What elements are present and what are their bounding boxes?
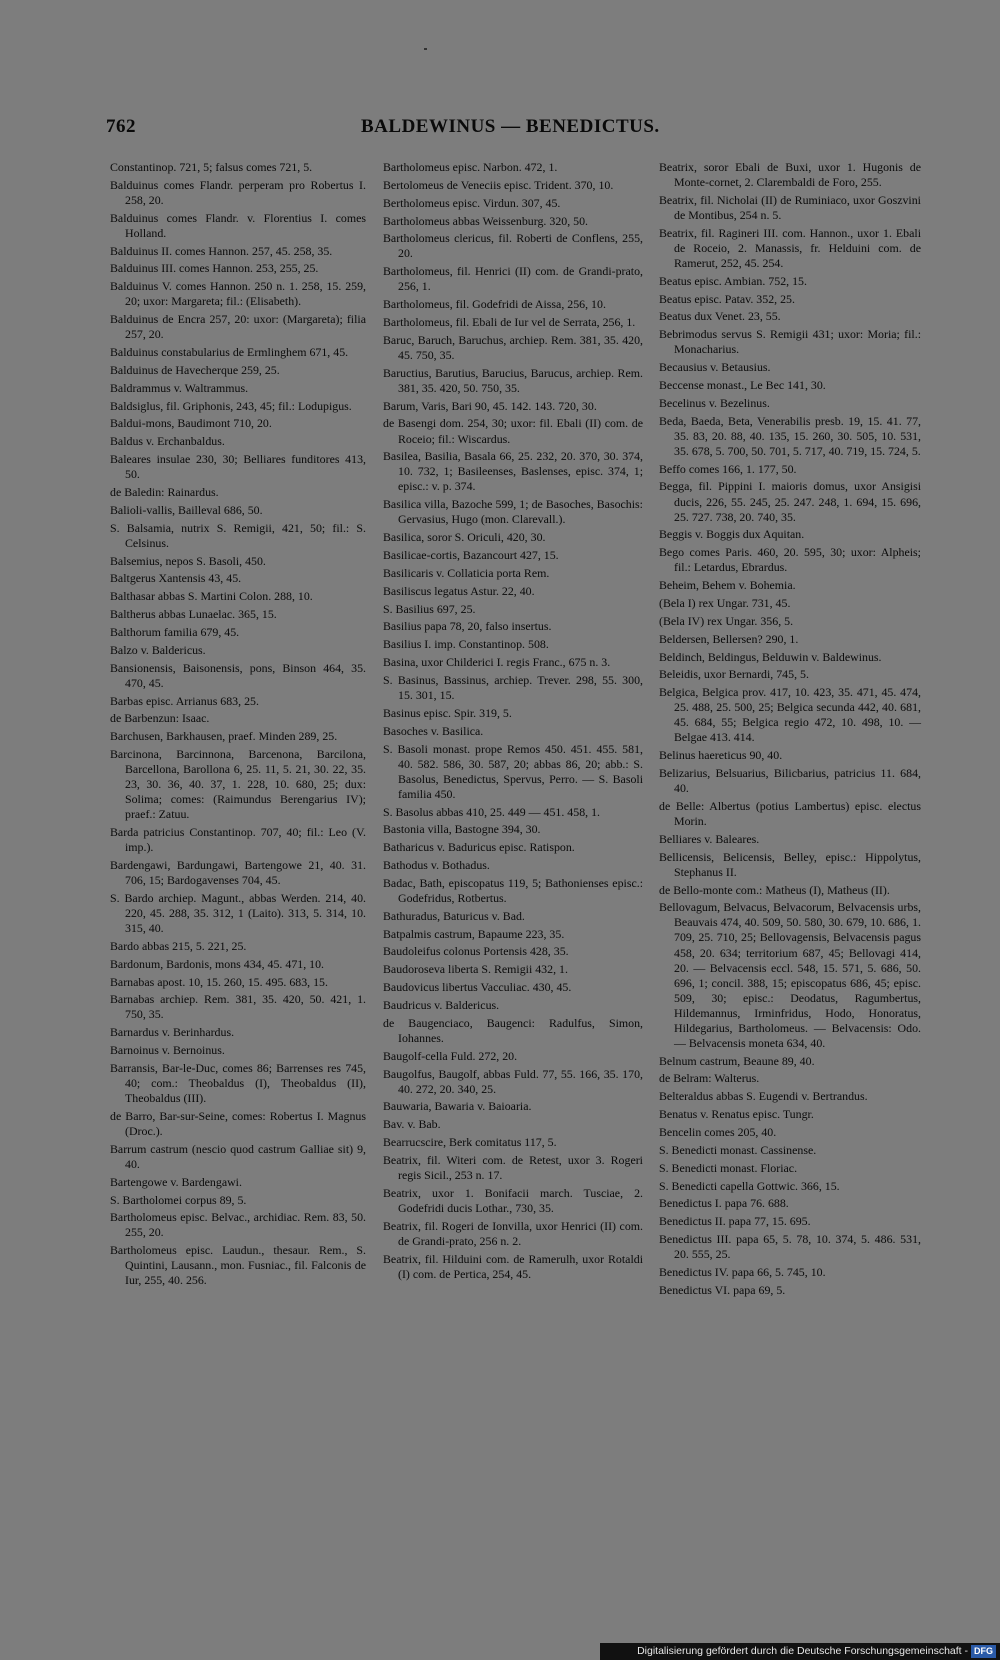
index-entry: de Barbenzun: Isaac. [110, 711, 210, 726]
index-entry: Bav. v. Bab. [383, 1117, 441, 1132]
index-entry: S. Benedicti capella Gottwic. 366, 15. [659, 1178, 840, 1193]
index-entry: Baldrammus v. Waltrammus. [110, 380, 249, 395]
index-entry: Becausius v. Betausius. [659, 360, 771, 375]
index-entry: Benedictus II. papa 77, 15. 695. [659, 1214, 811, 1229]
scan-speck [424, 48, 427, 50]
index-entry: Beatrix, fil. Hilduini com. de Ramerulh, uxor Rotaldi (I) com. de Pertica, 254, 45. [383, 1251, 643, 1281]
index-entry: Belizarius, Belsuarius, Bilicbarius, patricius 11. 684, 40. [659, 766, 921, 796]
index-entry: Bartholomeus, fil. Godefridi de Aissa, 256, 10. [383, 297, 606, 312]
index-entry: Benedictus III. papa 65, 5. 78, 10. 374, 5. 486. 531, 20. 555, 25. [659, 1232, 921, 1262]
index-entry: Basilicae-cortis, Bazancourt 427, 15. [383, 548, 559, 563]
index-entry: Balioli-vallis, Bailleval 686, 50. [110, 502, 263, 517]
page-header [106, 116, 666, 146]
index-entry: Beatrix, fil. Ragineri III. com. Hannon., uxor 1. Ebali de Roceio, 2. Manassis, fr. Helduini com. de Ramerut, 252, 45. 254. [659, 225, 921, 270]
index-entry: Baldsiglus, fil. Griphonis, 243, 45; fil.: Lodupigus. [110, 398, 352, 413]
index-entry: Belinus haereticus 90, 40. [659, 748, 783, 763]
index-entry: S. Benedicti monast. Floriac. [659, 1160, 798, 1175]
index-entry: (Bela I) rex Ungar. 731, 45. [659, 595, 791, 610]
index-entry: Becelinus v. Bezelinus. [659, 395, 770, 410]
index-entry: Baruc, Baruch, Baruchus, archiep. Rem. 381, 35. 420, 45. 750, 35. [383, 332, 643, 362]
index-entry: Baldui-mons, Baudimont 710, 20. [110, 416, 272, 431]
index-entry: Belnum castrum, Beaune 89, 40. [659, 1053, 815, 1068]
index-entry: Bartholomeus, fil. Ebali de Iur vel de Serrata, 256, 1. [383, 315, 636, 329]
index-column-2 [383, 160, 643, 1285]
index-entry: Baleares insulae 230, 30; Belliares funditores 413, 50. [110, 452, 366, 482]
index-entry: Bathodus v. Bothadus. [383, 858, 490, 873]
index-entry: Bartholomeus, fil. Henrici (II) com. de Grandi-prato, 256, 1. [383, 264, 643, 294]
index-entry: Constantinop. 721, 5; falsus comes 721, 5. [110, 160, 313, 174]
index-entry: Bertolomeus de Veneciis episc. Trident. 370, 10. [383, 177, 614, 192]
index-entry: Barransis, Bar-le-Duc, comes 86; Barrenses res 745, 40; com.: Theobaldus (I), Theobaldus (II), Theobaldus (III). [110, 1060, 366, 1106]
dfg-funding-footer [600, 1643, 1000, 1660]
index-entry: Begga, fil. Pippini I. maioris domus, uxor Ansigisi ducis, 226, 55. 245, 25. 247. 248, 1. 694, 15. 696, 25. 727. 738, 20. 740, 35. [659, 479, 921, 524]
index-entry: Baudovicus libertus Vacculiac. 430, 45. [383, 980, 572, 995]
index-entry: Bertholomeus episc. Virdun. 307, 45. [383, 195, 561, 210]
index-entry: Batharicus v. Baduricus episc. Ratispon. [383, 840, 575, 855]
index-entry: Bartengowe v. Bardengawi. [110, 1174, 242, 1189]
index-entry: Bastonia villa, Bastogne 394, 30. [383, 822, 541, 837]
index-entry: Barbas episc. Arrianus 683, 25. [110, 693, 259, 708]
index-entry: Basilius I. imp. Constantinop. 508. [383, 637, 549, 652]
index-entry: Badac, Bath, episcopatus 119, 5; Bathonienses episc.: Godefridus, Rotbertus. [383, 875, 643, 905]
index-entry: Beldersen, Bellersen? 290, 1. [659, 631, 799, 646]
index-entry: de Baugenciaco, Baugenci: Radulfus, Simon, Iohannes. [383, 1015, 643, 1045]
index-entry: Bartholomeus episc. Laudun., thesaur. Rem., S. Quintini, Lausann., mon. Fusniac., fil. Falconis de Iur, 255, 40. 256. [110, 1243, 366, 1288]
index-entry: Bellovagum, Belvacus, Belvacorum, Belvacensis urbs, Beauvais 474, 40. 509, 50. 580, 30. 679, 10. 686, 1. 709, 25. 710, 25; Bellovagensis, Belvacensis pagus 458, 20. 634; territorium 687, 45; Bellovagi 414, 20. — Belvacensis eccl. 548, 15. 571, 5. 686, 50. 696, 1; concil. 388, 15; episcopatus 686, 45; episc. 509, 30; episc.: Deodatus, Ragumbertus, Hildemannus, Irminfridus, Hodo, Honoratus, Hildegarius, Bartholomeus. — Belvacensis: Odo. — Belvacensis moneta 634, 40. [659, 900, 921, 1050]
index-entry: S. Bardo archiep. Magunt., abbas Werden. 214, 40. 220, 45. 288, 35. 312, 1 (Laito). 313, 5. 314, 10. 315, 40. [110, 890, 366, 936]
index-entry: Benedictus I. papa 76. 688. [659, 1196, 789, 1211]
index-entry: Belliares v. Baleares. [659, 831, 760, 846]
index-entry: Beldinch, Beldingus, Belduwin v. Baldewinus. [659, 649, 882, 664]
index-entry: Barnoinus v. Bernoinus. [110, 1043, 225, 1058]
index-entry: Basilica villa, Bazoche 599, 1; de Basoches, Basochis: Gervasius, Hugo (mon. Clarevall.). [383, 497, 643, 527]
index-entry: de Basengi dom. 254, 30; uxor: fil. Ebali (II) com. de Roceio; fil.: Wiscardus. [383, 416, 643, 446]
index-entry: Bebrimodus servus S. Remigii 431; uxor: Moria; fil.: Monacharius. [659, 327, 921, 357]
index-entry: de Belle: Albertus (potius Lambertus) episc. electus Morin. [659, 798, 921, 828]
index-entry: S. Basolus abbas 410, 25. 449 — 451. 458, 1. [383, 804, 601, 819]
index-entry: Baltgerus Xantensis 43, 45. [110, 571, 242, 586]
index-entry: S. Balsamia, nutrix S. Remigii, 421, 50; fil.: S. Celsinus. [110, 520, 366, 550]
index-entry: Beggis v. Boggis dux Aquitan. [659, 527, 805, 542]
index-entry: Bartholomeus episc. Narbon. 472, 1. [383, 160, 558, 174]
index-entry: Barnabas apost. 10, 15. 260, 15. 495. 683, 15. [110, 974, 328, 989]
index-entry: Beffo comes 166, 1. 177, 50. [659, 461, 797, 476]
index-entry: Bego comes Paris. 460, 20. 595, 30; uxor: Alpheis; fil.: Letardus, Ebrardus. [659, 545, 921, 575]
index-entry: Bencelin comes 205, 40. [659, 1125, 777, 1140]
index-entry: Bellicensis, Belicensis, Belley, episc.: Hippolytus, Stephanus II. [659, 849, 921, 879]
index-entry: Barrum castrum (nescio quod castrum Galliae sit) 9, 40. [110, 1141, 366, 1171]
running-title: BALDEWINUS — BENEDICTUS. [361, 116, 660, 137]
index-entry: Balthasar abbas S. Martini Colon. 288, 10. [110, 589, 313, 604]
index-entry: Benedictus VI. papa 69, 5. [659, 1282, 786, 1297]
index-entry: Beatus dux Venet. 23, 55. [659, 309, 781, 324]
index-entry: Beleidis, uxor Bernardi, 745, 5. [659, 667, 809, 682]
index-entry: Beatus episc. Patav. 352, 25. [659, 291, 795, 306]
index-entry: S. Basoli monast. prope Remos 450. 451. 455. 581, 40. 582. 586, 30. 587, 20; abbas 86, 20; abb.: S. Basolus, Benedictus, Spervus, Perro. — S. Basoli familia 450. [383, 741, 643, 801]
index-entry: Beccense monast., Le Bec 141, 30. [659, 377, 826, 392]
index-entry: Balthorum familia 679, 45. [110, 625, 240, 639]
index-entry: Baudricus v. Baldericus. [383, 997, 500, 1012]
index-entry: S. Benedicti monast. Cassinense. [659, 1142, 817, 1157]
index-entry: Bardonum, Bardonis, mons 434, 45. 471, 10. [110, 956, 325, 971]
index-entry: Bardo abbas 215, 5. 221, 25. [110, 938, 247, 953]
index-entry: Barda patricius Constantinop. 707, 40; fil.: Leo (V. imp.). [110, 825, 366, 855]
index-entry: Bartholomeus clericus, fil. Roberti de Conflens, 255, 20. [383, 231, 643, 261]
index-entry: Baugolfus, Baugolf, abbas Fuld. 77, 55. 166, 35. 170, 40. 272, 20. 340, 25. [383, 1066, 643, 1096]
index-entry: Beatrix, soror Ebali de Buxi, uxor 1. Hugonis de Monte-cornet, 2. Clarembaldi de Foro, 255. [659, 160, 921, 190]
index-entry: Basina, uxor Childerici I. regis Franc., 675 n. 3. [383, 655, 611, 670]
index-entry: S. Basilius 697, 25. [383, 601, 476, 616]
index-entry: Balduinus comes Flandr. v. Florentius I. comes Holland. [110, 210, 366, 240]
dfg-logo: DFG [971, 1645, 996, 1658]
index-entry: Balduinus III. comes Hannon. 253, 255, 25. [110, 261, 319, 276]
index-entry: Barnabas archiep. Rem. 381, 35. 420, 50. 421, 1. 750, 35. [110, 992, 366, 1022]
index-entry: Baldus v. Erchanbaldus. [110, 434, 225, 449]
index-column-3 [659, 160, 921, 1301]
index-entry: Balduinus V. comes Hannon. 250 n. 1. 258, 15. 259, 20; uxor: Margareta; fil.: (Elisabeth). [110, 279, 366, 309]
index-entry: Balduinus de Havecherque 259, 25. [110, 362, 280, 377]
index-entry: Basinus episc. Spir. 319, 5. [383, 705, 512, 720]
index-entry: Beatrix, fil. Nicholai (II) de Ruminiaco, uxor Goszvini de Montibus, 254 n. 5. [659, 192, 921, 222]
index-entry: Baructius, Barutius, Barucius, Barucus, archiep. Rem. 381, 35. 420, 50. 750, 35. [383, 365, 643, 395]
index-entry: Benedictus IV. papa 66, 5. 745, 10. [659, 1264, 826, 1279]
index-entry: Bansionensis, Baisonensis, pons, Binson 464, 35. 470, 45. [110, 660, 366, 690]
index-entry: Belgica, Belgica prov. 417, 10. 423, 35. 471, 45. 474, 25. 488, 25. 500, 25; Belgica secunda 442, 40. 681, 45. 684, 55; Belgica regio 472, 10. 498, 10. — Belgae 413. 414. [659, 685, 921, 745]
index-entry: Basoches v. Basilica. [383, 723, 484, 738]
index-entry: Basiliscus legatus Astur. 22, 40. [383, 583, 535, 598]
index-entry: Baltherus abbas Lunaelac. 365, 15. [110, 607, 277, 622]
index-entry: Beatrix, fil. Rogeri de Ionvilla, uxor Henrici (II) com. de Grandi-prato, 256 n. 2. [383, 1218, 643, 1248]
page-number: 762 [106, 116, 136, 137]
index-entry: Bartholomeus abbas Weissenburg. 320, 50. [383, 213, 589, 228]
index-entry: Bardengawi, Bardungawi, Bartengowe 21, 40. 31. 706, 15; Bardogavenses 704, 45. [110, 858, 366, 888]
index-entry: Basilica, soror S. Oriculi, 420, 30. [383, 530, 546, 545]
index-entry: de Belram: Walterus. [659, 1071, 760, 1086]
index-entry: de Barro, Bar-sur-Seine, comes: Robertus I. Magnus (Droc.). [110, 1108, 366, 1138]
index-entry: Baugolf-cella Fuld. 272, 20. [383, 1048, 518, 1063]
index-entry: Balduinus II. comes Hannon. 257, 45. 258, 35. [110, 243, 333, 258]
index-entry: Barnardus v. Berinhardus. [110, 1025, 235, 1040]
index-entry: Baudoleifus colonus Portensis 428, 35. [383, 944, 569, 959]
index-entry: Balzo v. Baldericus. [110, 642, 206, 657]
index-entry: de Bello-monte com.: Matheus (I), Matheus (II). [659, 882, 890, 897]
index-entry: Benatus v. Renatus episc. Tungr. [659, 1107, 814, 1122]
index-entry: S. Bartholomei corpus 89, 5. [110, 1192, 247, 1207]
index-entry: Barum, Varis, Bari 90, 45. 142. 143. 720, 30. [383, 398, 597, 413]
index-entry: Balduinus constabularius de Ermlinghem 671, 45. [110, 345, 349, 360]
index-entry: Belteraldus abbas S. Eugendi v. Bertrandus. [659, 1089, 868, 1104]
index-entry: (Bela IV) rex Ungar. 356, 5. [659, 613, 794, 628]
index-entry: Beatus episc. Ambian. 752, 15. [659, 273, 807, 288]
index-entry: Basilea, Basilia, Basala 66, 25. 232, 20. 370, 30. 374, 10. 732, 1; Basileenses, Baslenses, episc. 374, 1; episc.: v. p. 374. [383, 449, 643, 494]
index-entry: S. Basinus, Bassinus, archiep. Trever. 298, 55. 300, 15. 301, 15. [383, 672, 643, 702]
index-column-1 [110, 160, 366, 1291]
index-entry: Basilius papa 78, 20, falso insertus. [383, 619, 552, 634]
index-entry: de Baledin: Rainardus. [110, 485, 219, 500]
index-entry: Beda, Baeda, Beta, Venerabilis presb. 19, 15. 41. 77, 35. 83, 20. 88, 40. 135, 15. 260, 30. 505, 10. 531, 35. 678, 5. 700, 50. 701, 5. 717, 40. 719, 15. 724, 5. [659, 413, 921, 458]
index-entry: Balduinus comes Flandr. perperam pro Robertus I. 258, 20. [110, 177, 366, 207]
index-entry: Bearrucscire, Berk comitatus 117, 5. [383, 1135, 557, 1150]
index-entry: Bartholomeus episc. Belvac., archidiac. Rem. 83, 50. 255, 20. [110, 1210, 366, 1240]
index-entry: Beatrix, fil. Witeri com. de Retest, uxor 3. Rogeri regis Sicil., 253 n. 17. [383, 1152, 643, 1183]
index-entry: Balduinus de Encra 257, 20: uxor: (Margareta); filia 257, 20. [110, 312, 366, 342]
footer-text: Digitalisierung gefördert durch die Deutsche Forschungsgemeinschaft - [637, 1645, 968, 1657]
index-entry: Barcinona, Barcinnona, Barcenona, Barcilona, Barcellona, Barollona 6, 25. 11, 5. 21, 30. 22, 35. 23, 30. 36, 40. 37, 1. 228, 10. 680, 25; dux: Solima; comes: (Raimundus Berengarius IV); praef.: Zatuu. [110, 747, 366, 822]
index-entry: Basilicaris v. Collaticia porta Rem. [383, 565, 550, 580]
index-entry: Batpalmis castrum, Bapaume 223, 35. [383, 926, 565, 941]
index-entry: Beheim, Behem v. Bohemia. [659, 578, 796, 593]
index-entry: Baudoroseva liberta S. Remigii 432, 1. [383, 962, 568, 977]
index-entry: Barchusen, Barkhausen, praef. Minden 289, 25. [110, 729, 338, 744]
index-entry: Bauwaria, Bawaria v. Baioaria. [383, 1099, 532, 1114]
index-entry: Bathuradus, Baturicus v. Bad. [383, 908, 525, 923]
index-entry: Beatrix, uxor 1. Bonifacii march. Tusciae, 2. Godefridi ducis Lothar., 730, 35. [383, 1185, 643, 1215]
index-entry: Balsemius, nepos S. Basoli, 450. [110, 553, 266, 568]
